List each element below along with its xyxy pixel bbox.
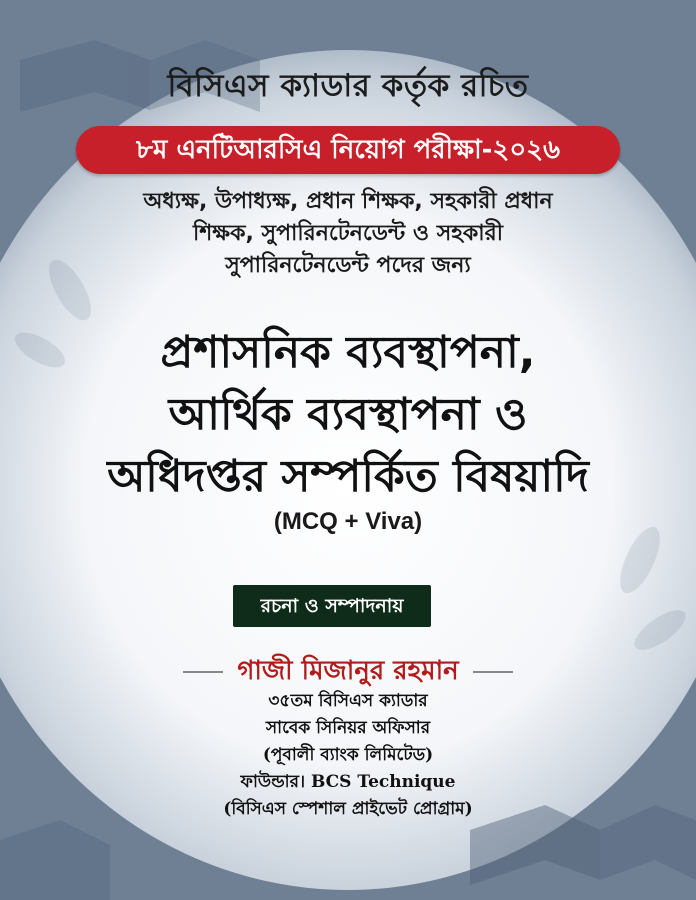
title-line: অধিদপ্তর সম্পর্কিত বিষয়াদি — [107, 451, 589, 502]
editor-label: রচনা ও সম্পাদনায় — [233, 585, 431, 627]
credential-line: ফাউন্ডার। BCS Technique — [240, 772, 456, 792]
book-subtitle: (MCQ + Viva) — [273, 508, 423, 535]
author-credentials — [0, 688, 696, 823]
target-line: সুপারিনটেনডেন্ট পদের জন্য — [225, 253, 471, 278]
author-name: গাজী মিজানুর রহমান — [237, 656, 459, 686]
credential-line: (বিসিএস স্পেশাল প্রাইভেট প্রোগ্রাম) — [223, 799, 473, 819]
exam-banner: ৮ম এনটিআরসিএ নিয়োগ পরীক্ষা-২০২৬ — [76, 126, 620, 174]
target-line: শিক্ষক, সুপারিনটেনডেন্ট ও সহকারী — [193, 221, 503, 246]
target-line: অধ্যক্ষ, উপাধ্যক্ষ, প্রধান শিক্ষক, সহকারী প্রধান — [143, 189, 553, 214]
book-title — [0, 322, 696, 508]
divider — [473, 671, 513, 673]
brand-tagline: বিসিএস ক্যাডার কর্তৃক রচিত — [167, 68, 529, 104]
target-audience — [0, 186, 696, 282]
title-line: আর্থিক ব্যবস্থাপনা ও — [168, 389, 528, 440]
title-line: প্রশাসনিক ব্যবস্থাপনা, — [160, 327, 536, 378]
credential-line: ৩৫তম বিসিএস ক্যাডার — [268, 691, 428, 711]
divider — [183, 671, 223, 673]
credential-line: সাবেক সিনিয়র অফিসার — [265, 718, 431, 738]
credential-line: (পূবালী ব্যাংক লিমিটেড) — [262, 745, 434, 765]
